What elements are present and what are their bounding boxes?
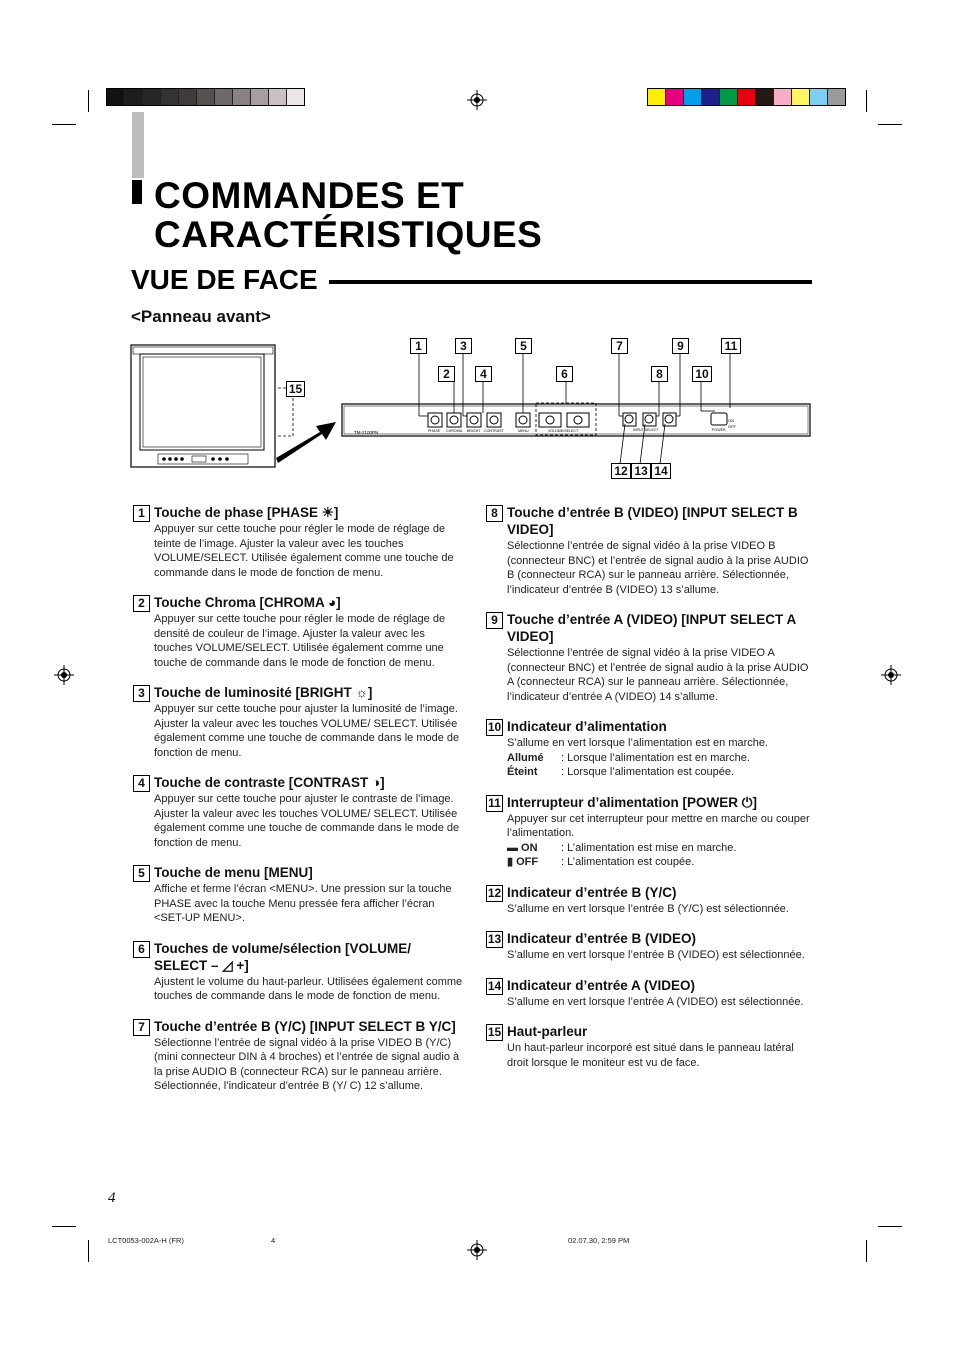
gray-color-bar [106,88,305,106]
callout-12: 12 [611,463,631,479]
status-value: : L’alimentation est mise en marche. [561,841,737,854]
item-number: 5 [133,865,150,882]
status-value: : L’alimentation est coupée. [561,856,695,868]
color-swatch [107,89,125,105]
color-swatch [756,89,774,105]
item-status-row [507,765,816,780]
feature-item [133,504,463,580]
process-color-bar [647,88,846,106]
crop-mark [866,1240,867,1262]
item-number: 6 [133,941,150,958]
callout-8: 8 [651,366,668,382]
feature-item [486,884,816,917]
item-number: 7 [133,1019,150,1036]
callout-1: 1 [410,338,427,354]
status-key: ▮ OFF [507,856,539,868]
item-number: 8 [486,505,503,522]
color-swatch [648,89,666,105]
color-swatch [269,89,287,105]
feature-item [486,504,816,597]
feature-item [133,940,463,1004]
color-swatch [702,89,720,105]
svg-text:PHASE: PHASE [428,429,441,433]
color-swatch [828,89,845,105]
callout-2: 2 [438,366,455,382]
color-swatch [774,89,792,105]
callout-3: 3 [455,338,472,354]
page-title: COMMANDES ET CARACTÉRISTIQUES [154,175,543,255]
right-column [486,504,816,1084]
svg-text:VOLUME/SELECT: VOLUME/SELECT [548,429,579,433]
front-panel-figure [128,336,818,478]
item-number: 15 [487,1025,502,1039]
item-body: Appuyer sur cette touche pour ajuster le contraste de l’image. Ajuster la valeur avec les touches VOLUME/ SELECT. Utilisée également comme une touche de commande dans le mode de fonction de menu. [154,793,460,849]
item-body: S’allume en vert lorsque l’entrée B (VIDEO) est sélectionnée. [507,949,805,961]
callout-15: 15 [286,381,305,397]
color-swatch [684,89,702,105]
registration-mark-icon [467,1240,487,1260]
svg-text:POWER: POWER [712,428,726,432]
item-title: Indicateur d’alimentation [507,719,667,734]
crop-mark [878,1226,902,1227]
color-swatch [179,89,197,105]
item-number: 2 [133,595,150,612]
item-title: Touche d’entrée B (VIDEO) [INPUT SELECT B VIDEO] [507,505,798,537]
color-swatch [810,89,828,105]
item-title: Touches de volume/sélection [VOLUME/ SELECT – ◿ +] [154,940,412,973]
crop-mark [866,90,867,112]
crop-mark [52,124,76,125]
item-number: 12 [487,885,502,900]
svg-text:MENU: MENU [518,429,529,433]
color-swatch [792,89,810,105]
color-swatch [666,89,684,105]
color-swatch [251,89,269,105]
item-title: Touche d’entrée A (VIDEO) [INPUT SELECT A VIDEO] [507,612,796,644]
item-title: Interrupteur d’alimentation [POWER ⏻] [507,794,757,810]
item-body: S’allume en vert lorsque l’entrée A (VIDEO) est sélectionnée. [507,995,804,1008]
feature-item [133,1018,463,1094]
item-number: 14 [487,978,502,993]
callout-14: 14 [651,463,671,479]
item-body: Sélectionne l’entrée de signal vidéo à la prise VIDEO A (connecteur BNC) et l’entrée de signal audio à la prise AUDIO A (connecteur RCA) sur le panneau arrière. Sélectionnée, l’indicateur d’entrée A (VIDEO) 14 s’allume. [507,647,809,703]
page-number: 4 [108,1190,116,1206]
status-key: Allumé [507,751,544,764]
callout-9: 9 [672,338,689,354]
left-column [133,504,463,1108]
item-title: Touche de phase [PHASE ☀] [154,505,339,520]
item-number: 13 [487,932,502,946]
item-title: Touche Chroma [CHROMA ◕] [154,595,341,610]
svg-text:CHROMA: CHROMA [446,429,462,433]
item-body: Appuyer sur cette touche pour ajuster la luminosité de l’image. Ajuster la valeur avec les touches VOLUME/ SELECT. Utilisée également comme une touche de commande dans le mode de fonction de menu. [154,703,460,759]
status-value: : Lorsque l’alimentation est coupée. [561,766,735,778]
crop-mark [88,1240,89,1262]
section-rule [329,280,812,284]
feature-item [133,864,463,926]
item-number: 1 [133,505,150,522]
feature-item [486,977,816,1010]
feature-item [486,718,816,780]
footer-date: 02.07.30, 2:59 PM [568,1236,630,1245]
item-number: 3 [133,685,150,702]
item-title: Touche de luminosité [BRIGHT ☼] [154,685,373,700]
item-title: Touche de contraste [CONTRAST ◑] [154,775,385,790]
svg-text:BRIGHT: BRIGHT [467,429,481,433]
feature-item [486,930,816,963]
monitor-diagram [128,336,818,472]
svg-text:ON: ON [728,418,734,423]
svg-text:INPUT SELECT: INPUT SELECT [633,428,659,432]
color-swatch [233,89,251,105]
item-body: Affiche et ferme l’écran <MENU>. Une pression sur la touche PHASE avec la touche Menu pressée fera afficher l’écran <SET-UP MENU>. [154,883,452,924]
item-body: Ajustent le volume du haut-parleur. Utilisées également comme touches de commande dans le mode de fonction de menu. [154,975,463,1002]
color-swatch [161,89,179,105]
color-swatch [125,89,143,105]
color-swatch [738,89,756,105]
item-body: S’allume en vert lorsque l’alimentation est en marche. [507,737,769,749]
crop-mark [878,124,902,125]
item-status-row [507,855,816,870]
color-swatch [215,89,233,105]
color-swatch [287,89,304,105]
feature-item [133,684,463,760]
subheading: <Panneau avant> [131,307,271,326]
callout-10: 10 [692,366,712,382]
status-key: ▬ ON [507,841,538,854]
model-label: TM-2100PN [354,430,379,435]
item-title: Indicateur d’entrée B (VIDEO) [507,931,697,946]
footer-page: 4 [271,1236,276,1245]
item-body: Sélectionne l’entrée de signal vidéo à la prise VIDEO B (Y/C) (mini connecteur DIN à 4 broches) et l’entrée de signal audio à la prise AUDIO B (connecteur RCA) sur le panneau arrière. Sélectionnée, l’indicateur d’entrée B (Y/ C) 12 s’allume. [154,1036,460,1092]
item-body: Sélectionne l’entrée de signal vidéo à la prise VIDEO B (connecteur BNC) et l’entrée de signal audio à la prise AUDIO B (connecteur RCA) sur le panneau arrière. Sélectionnée, l’indicateur d’entrée B (VIDEO) 13 s’allume. [507,540,809,596]
item-number: 10 [487,720,502,734]
crop-mark [88,90,89,112]
item-body: Un haut-parleur incorporé est situé dans le panneau latéral droit lorsque le moniteur est vu de face. [507,1042,794,1069]
callout-7: 7 [611,338,628,354]
item-title: Indicateur d’entrée B (Y/C) [507,884,677,900]
item-number: 9 [486,612,503,629]
item-title: Touche de menu [MENU] [154,865,313,880]
registration-mark-icon [467,90,487,110]
status-value: : Lorsque l’alimentation est en marche. [561,751,750,764]
item-number: 11 [486,795,503,812]
callout-4: 4 [475,366,492,382]
callout-13: 13 [631,463,651,479]
section-title: VUE DE FACE [131,264,318,295]
color-swatch [143,89,161,105]
color-swatch [720,89,738,105]
item-body: Appuyer sur cette touche pour régler le mode de réglage de teinte de l’image. Ajuster la valeur avec les touches VOLUME/SELECT. Utilisée également comme une touche de commande dans le mode de fonction de menu. [154,523,454,579]
callout-6: 6 [556,366,573,382]
item-number: 4 [133,775,150,792]
feature-item [486,1023,816,1070]
status-key: Éteint [507,766,538,778]
feature-item [486,611,816,704]
registration-mark-icon [881,665,901,685]
feature-item [486,794,816,870]
svg-text:CONTRAST: CONTRAST [484,429,504,433]
item-status-row [507,751,816,766]
item-title: Haut-parleur [507,1024,588,1039]
item-body: Appuyer sur cette touche pour régler le mode de réglage de densité de couleur de l’image. Ajuster la valeur avec les touches VOLUME/SELECT. Utilisée également comme une touche de commande dans le mode de fonction de menu. [154,613,446,669]
item-body: Appuyer sur cet interrupteur pour mettre en marche ou couper l’alimentation. [507,812,810,839]
color-swatch [197,89,215,105]
item-title: Indicateur d’entrée A (VIDEO) [507,977,696,993]
title-bar [132,180,142,204]
title-gray-strip [132,112,144,178]
footer-code: LCT0053-002A-H (FR) [108,1236,184,1245]
item-title: Touche d’entrée B (Y/C) [INPUT SELECT B Y/C] [154,1018,456,1034]
callout-5: 5 [515,338,532,354]
item-status-row [507,841,816,856]
feature-item [133,774,463,850]
crop-mark [52,1226,76,1227]
registration-mark-icon [54,665,74,685]
feature-item [133,594,463,670]
item-body: S’allume en vert lorsque l’entrée B (Y/C) est sélectionnée. [507,902,789,915]
callout-11: 11 [721,338,741,354]
svg-text:OFF: OFF [728,424,736,429]
